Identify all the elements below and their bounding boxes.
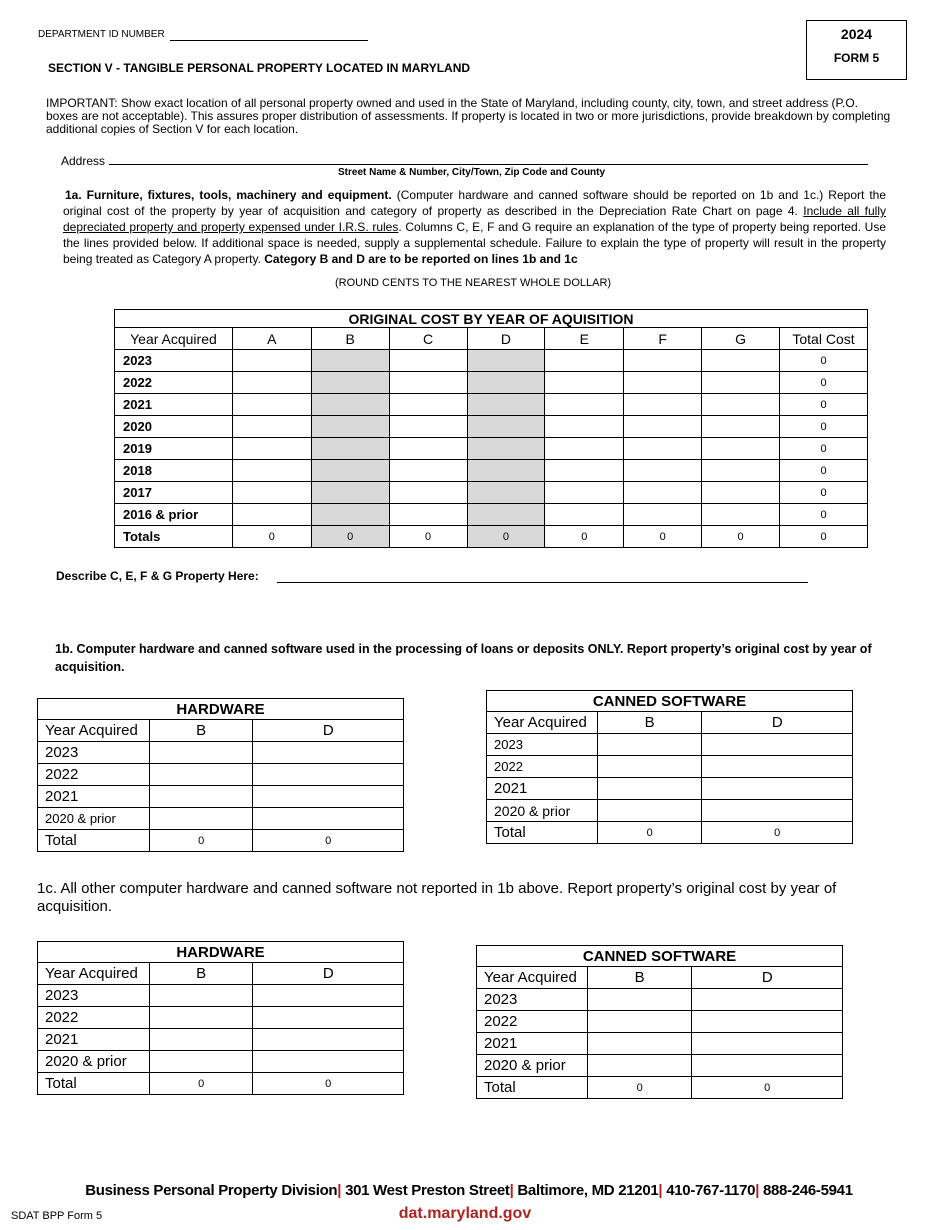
cost-input-d[interactable] (702, 778, 853, 800)
cost-cell-d (467, 482, 545, 504)
year-cell: 2022 (38, 764, 150, 786)
cost-input-e[interactable] (545, 482, 624, 504)
cost-cell-d (467, 460, 545, 482)
cost-input-c[interactable] (389, 460, 467, 482)
address-hint: Street Name & Number, City/Town, Zip Code and County (338, 167, 606, 178)
dept-id-label: DEPARTMENT ID NUMBER (38, 29, 165, 40)
row-total: 0 (780, 372, 868, 394)
table-row (38, 786, 404, 808)
grand-total: 0 (780, 526, 868, 548)
total-b: 0 (311, 526, 389, 548)
table-row (38, 1007, 404, 1029)
cost-input-a[interactable] (232, 504, 311, 526)
footer-city: Baltimore, MD 21201 (517, 1182, 659, 1199)
cost-input-e[interactable] (545, 416, 624, 438)
cost-cell-b (311, 482, 389, 504)
table-row (487, 800, 853, 822)
total-b: 0 (149, 1073, 253, 1095)
cost-input-g[interactable] (702, 482, 780, 504)
hardware-table-1c (37, 941, 404, 1095)
cost-cell-d (467, 350, 545, 372)
cost-input-d[interactable] (253, 808, 404, 830)
col-e: E (545, 328, 624, 350)
footer-address: 301 West Preston Street (345, 1182, 510, 1199)
cost-cell-b (311, 460, 389, 482)
cost-input-b[interactable] (149, 1007, 253, 1029)
col-b: B (587, 967, 692, 989)
original-cost-title: ORIGINAL COST BY YEAR OF AQUISITION (115, 310, 868, 328)
year-cell: 2022 (477, 1011, 588, 1033)
table-row (477, 1033, 843, 1055)
year-cell: 2018 (115, 460, 233, 482)
col-year-acquired: Year Acquired (38, 963, 150, 985)
col-total-cost: Total Cost (780, 328, 868, 350)
form-number: FORM 5 (833, 51, 880, 65)
cost-input-b[interactable] (149, 786, 253, 808)
cost-input-b[interactable] (597, 734, 702, 756)
cost-input-d[interactable] (253, 985, 404, 1007)
cost-input-b[interactable] (587, 989, 692, 1011)
row-total: 0 (780, 504, 868, 526)
year-cell: 2016 & prior (115, 504, 233, 526)
hardware-table-1b (37, 698, 404, 852)
total-d: 0 (467, 526, 545, 548)
cost-input-b[interactable] (587, 1033, 692, 1055)
cost-input-b[interactable] (597, 756, 702, 778)
cost-input-g[interactable] (702, 416, 780, 438)
section-1a-body-1: (Computer hardware and canned software should be reported on 1b and 1c.) Report the original cost of the property by year of acquisition and category of property as described in the Depreciation Rate Chart on page 4. (63, 188, 887, 218)
year-cell: 2021 (115, 394, 233, 416)
cost-input-d[interactable] (692, 989, 843, 1011)
col-year-acquired: Year Acquired (38, 720, 150, 742)
cost-input-b[interactable] (149, 742, 253, 764)
cost-input-a[interactable] (232, 438, 311, 460)
total-d: 0 (253, 1073, 404, 1095)
total-d: 0 (253, 830, 404, 852)
row-total: 0 (780, 482, 868, 504)
cost-input-f[interactable] (624, 438, 702, 460)
cost-cell-d (467, 394, 545, 416)
footer-division: Business Personal Property Division (85, 1182, 338, 1199)
row-total: 0 (780, 350, 868, 372)
cost-input-e[interactable] (545, 504, 624, 526)
table-row (115, 394, 868, 416)
year-cell: 2017 (115, 482, 233, 504)
hardware-title-1c: HARDWARE (38, 942, 404, 963)
year-cell: 2023 (38, 985, 150, 1007)
total-f: 0 (624, 526, 702, 548)
cost-input-a[interactable] (232, 482, 311, 504)
footer-separator: | (337, 1182, 346, 1199)
cost-input-a[interactable] (232, 372, 311, 394)
totals-row (38, 1073, 404, 1095)
form-id: SDAT BPP Form 5 (11, 1210, 103, 1222)
col-c: C (389, 328, 467, 350)
cost-input-f[interactable] (624, 394, 702, 416)
cost-input-f[interactable] (624, 504, 702, 526)
software-table-1b (486, 690, 853, 844)
cost-input-a[interactable] (232, 394, 311, 416)
cost-input-d[interactable] (253, 786, 404, 808)
cost-input-d[interactable] (253, 1007, 404, 1029)
table-row (38, 742, 404, 764)
cost-input-e[interactable] (545, 394, 624, 416)
year-cell: 2023 (38, 742, 150, 764)
cost-input-b[interactable] (587, 1011, 692, 1033)
cost-input-d[interactable] (702, 756, 853, 778)
cost-input-c[interactable] (389, 372, 467, 394)
cost-input-f[interactable] (624, 372, 702, 394)
original-cost-table (114, 309, 868, 548)
col-year-acquired: Year Acquired (477, 967, 588, 989)
total-g: 0 (702, 526, 780, 548)
cost-input-g[interactable] (702, 460, 780, 482)
cost-input-b[interactable] (149, 808, 253, 830)
table-row (487, 756, 853, 778)
col-d: D (467, 328, 545, 350)
total-a: 0 (232, 526, 311, 548)
table-row (38, 1029, 404, 1051)
cost-input-f[interactable] (624, 482, 702, 504)
cost-input-d[interactable] (702, 734, 853, 756)
describe-input[interactable] (277, 570, 808, 583)
row-total: 0 (780, 460, 868, 482)
cost-cell-d (467, 416, 545, 438)
total-b: 0 (587, 1077, 692, 1099)
year-cell: 2020 & prior (477, 1055, 588, 1077)
section-1a-bold-end: Category B and D are to be reported on lines 1b and 1c (264, 252, 578, 266)
col-year-acquired: Year Acquired (487, 712, 598, 734)
cost-input-d[interactable] (253, 764, 404, 786)
col-g: G (702, 328, 780, 350)
year-cell: 2020 (115, 416, 233, 438)
section-1c-text: 1c. All other computer hardware and canned software not reported in 1b above. Report property’s original cost by year of acquisition. (37, 880, 837, 915)
total-label: Total (487, 822, 598, 844)
footer-separator: | (658, 1182, 667, 1199)
year-cell: 2021 (477, 1033, 588, 1055)
footer-phone-2: 888-246-5941 (762, 1182, 853, 1199)
year-cell: 2021 (487, 778, 598, 800)
total-b: 0 (597, 822, 702, 844)
cost-input-d[interactable] (692, 1033, 843, 1055)
cost-input-g[interactable] (702, 438, 780, 460)
hardware-title-1b: HARDWARE (38, 699, 404, 720)
year-cell: 2019 (115, 438, 233, 460)
cost-cell-b (311, 416, 389, 438)
table-row (115, 504, 868, 526)
year-cell: 2022 (487, 756, 598, 778)
cost-input-b[interactable] (149, 764, 253, 786)
cost-input-d[interactable] (253, 1051, 404, 1073)
table-row (487, 778, 853, 800)
total-d: 0 (692, 1077, 843, 1099)
footer-separator: | (509, 1182, 518, 1199)
table-row (115, 372, 868, 394)
year-cell: 2021 (38, 1029, 150, 1051)
cost-input-e[interactable] (545, 438, 624, 460)
form-year: 2024 (840, 26, 873, 42)
address-label: Address (61, 154, 106, 168)
cost-input-c[interactable] (389, 350, 467, 372)
table-row (115, 350, 868, 372)
address-input[interactable] (109, 152, 868, 165)
cost-input-g[interactable] (702, 504, 780, 526)
cost-input-b[interactable] (149, 1051, 253, 1073)
software-title-1b: CANNED SOFTWARE (487, 691, 853, 712)
cost-cell-d (467, 438, 545, 460)
cost-cell-b (311, 372, 389, 394)
col-d: D (702, 712, 853, 734)
cost-input-c[interactable] (389, 482, 467, 504)
section-1a-underlined: Include all fully depreciated property and property expensed under I.R.S. rules (63, 204, 887, 234)
cost-input-d[interactable] (692, 1055, 843, 1077)
year-cell: 2022 (115, 372, 233, 394)
cost-input-e[interactable] (545, 372, 624, 394)
year-cell: 2021 (38, 786, 150, 808)
table-row (38, 985, 404, 1007)
row-total: 0 (780, 438, 868, 460)
cost-input-c[interactable] (389, 504, 467, 526)
table-row (38, 1051, 404, 1073)
table-row (487, 734, 853, 756)
total-c: 0 (389, 526, 467, 548)
cost-input-g[interactable] (702, 394, 780, 416)
section-1a-text (63, 187, 886, 267)
cost-input-a[interactable] (232, 460, 311, 482)
table-row (115, 482, 868, 504)
row-total: 0 (780, 416, 868, 438)
cost-cell-d (467, 372, 545, 394)
cost-input-f[interactable] (624, 416, 702, 438)
cost-input-a[interactable] (232, 350, 311, 372)
totals-row (38, 830, 404, 852)
totals-label: Totals (115, 526, 233, 548)
cost-cell-b (311, 394, 389, 416)
col-b: B (149, 720, 253, 742)
cost-input-d[interactable] (253, 742, 404, 764)
table-row (477, 1055, 843, 1077)
year-cell: 2023 (477, 989, 588, 1011)
year-cell: 2020 & prior (38, 808, 150, 830)
cost-input-b[interactable] (149, 1029, 253, 1051)
col-d: D (692, 967, 843, 989)
footer-separator: | (755, 1182, 763, 1199)
section-1a-lead: 1a. Furniture, fixtures, tools, machinery and equipment. (65, 188, 392, 202)
table-row (477, 1011, 843, 1033)
total-e: 0 (545, 526, 624, 548)
totals-row (477, 1077, 843, 1099)
cost-cell-b (311, 504, 389, 526)
totals-row (115, 526, 868, 548)
cost-cell-d (467, 504, 545, 526)
total-b: 0 (149, 830, 253, 852)
row-total: 0 (780, 394, 868, 416)
cost-input-g[interactable] (702, 350, 780, 372)
cost-input-b[interactable] (587, 1055, 692, 1077)
important-note: IMPORTANT: Show exact location of all personal property owned and used in the State of Maryland, including county, city, town, and street address (P.O. boxes are not acceptable). This assures proper distribution of assessments. If property is located in two or more jurisdictions, provide breakdown by completing additional copies of Section V for each location. (46, 96, 891, 136)
year-cell: 2022 (38, 1007, 150, 1029)
cost-cell-b (311, 438, 389, 460)
cost-cell-b (311, 350, 389, 372)
footer-phone-1: 410-767-1170 (666, 1182, 756, 1199)
footer-website-link[interactable]: dat.maryland.gov (398, 1205, 532, 1222)
total-label: Total (38, 1073, 150, 1095)
round-note: (ROUND CENTS TO THE NEAREST WHOLE DOLLAR) (335, 277, 612, 289)
software-title-1c: CANNED SOFTWARE (477, 946, 843, 967)
cost-input-c[interactable] (389, 416, 467, 438)
table-row (115, 460, 868, 482)
describe-label: Describe C, E, F & G Property Here: (56, 569, 259, 583)
table-row (115, 438, 868, 460)
year-cell: 2020 & prior (487, 800, 598, 822)
year-form-box (806, 20, 907, 80)
cost-input-b[interactable] (597, 800, 702, 822)
cost-input-g[interactable] (702, 372, 780, 394)
section-title: SECTION V - TANGIBLE PERSONAL PROPERTY LOCATED IN MARYLAND (48, 61, 471, 75)
section-1a-body-2: . Columns C, E, F and G require an explanation of the type of property being reported. Use the lines provided below. If additional space is needed, supply a supplemental schedule. Failure to explain the type of property will result in the property being treated as Category A property. (63, 220, 886, 266)
cost-input-c[interactable] (389, 394, 467, 416)
col-year-acquired: Year Acquired (115, 328, 233, 350)
table-row (38, 764, 404, 786)
col-b: B (311, 328, 389, 350)
footer-contact (0, 1182, 938, 1199)
software-table-1c (476, 945, 843, 1099)
col-a: A (232, 328, 311, 350)
cost-input-b[interactable] (149, 985, 253, 1007)
cost-input-a[interactable] (232, 416, 311, 438)
cost-input-d[interactable] (692, 1011, 843, 1033)
year-cell: 2020 & prior (38, 1051, 150, 1073)
dept-id-input[interactable] (170, 28, 368, 41)
cost-input-e[interactable] (545, 460, 624, 482)
totals-row (487, 822, 853, 844)
col-b: B (149, 963, 253, 985)
total-label: Total (477, 1077, 588, 1099)
table-row (477, 989, 843, 1011)
cost-input-e[interactable] (545, 350, 624, 372)
cost-input-f[interactable] (624, 350, 702, 372)
col-d: D (253, 963, 404, 985)
year-cell: 2023 (115, 350, 233, 372)
total-d: 0 (702, 822, 853, 844)
total-label: Total (38, 830, 150, 852)
table-row (38, 808, 404, 830)
cost-input-d[interactable] (702, 800, 853, 822)
cost-input-f[interactable] (624, 460, 702, 482)
cost-input-d[interactable] (253, 1029, 404, 1051)
cost-input-c[interactable] (389, 438, 467, 460)
year-cell: 2023 (487, 734, 598, 756)
col-b: B (597, 712, 702, 734)
table-row (115, 416, 868, 438)
cost-input-b[interactable] (597, 778, 702, 800)
section-1b-text: 1b. Computer hardware and canned software used in the processing of loans or deposits ONLY. Report property’s original cost by year of acquisition. (55, 642, 872, 674)
col-f: F (624, 328, 702, 350)
col-d: D (253, 720, 404, 742)
